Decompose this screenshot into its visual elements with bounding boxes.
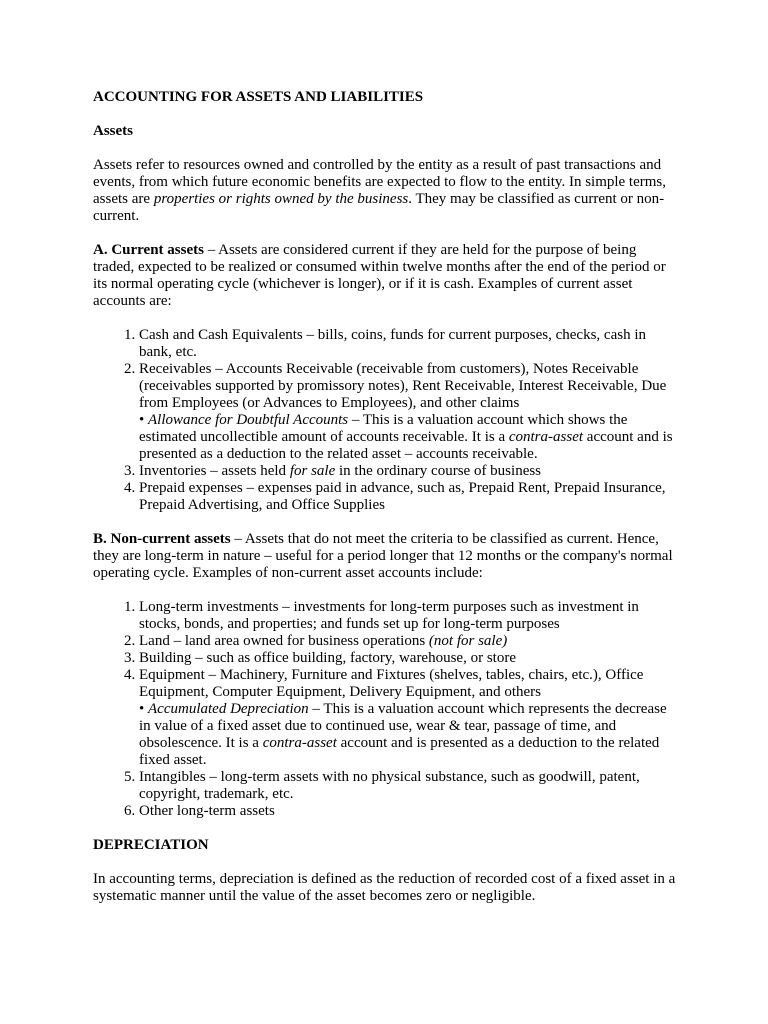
list-item	[139, 633, 681, 650]
noncurrent-assets-label: B. Non-current assets	[93, 531, 231, 547]
assets-intro-paragraph	[93, 157, 681, 225]
list-item-text: Other long-term assets	[139, 803, 275, 819]
list-item	[139, 599, 681, 633]
list-item-text: Building – such as office building, factory, warehouse, or store	[139, 650, 516, 666]
list-item-text: Cash and Cash Equivalents – bills, coins, funds for current purposes, checks, cash in bank, etc.	[139, 327, 646, 360]
current-assets-list	[93, 327, 681, 514]
list-item	[139, 361, 681, 463]
list-item	[139, 480, 681, 514]
list-item-text: Intangibles – long-term assets with no physical substance, such as goodwill, patent, copyright, trademark, etc.	[139, 769, 640, 802]
current-assets-paragraph	[93, 242, 681, 310]
allowance-term: Allowance for Doubtful Accounts	[148, 412, 349, 428]
accumulated-depreciation-text: – This is a valuation account which represents the decrease in value of a fixed asset due to continued use, wear & tear, passage of time, and obsolescence. It is a	[139, 701, 667, 751]
document-title: ACCOUNTING FOR ASSETS AND LIABILITIES	[93, 89, 424, 105]
contra-asset-emphasis: contra-asset	[508, 429, 584, 445]
list-item-text: Receivables – Accounts Receivable (receivable from customers), Notes Receivable (receivables supported by promissory notes), Rent Receivable, Interest Receivable, Due from Employees (or Advances to Employees), and other claims	[139, 361, 667, 411]
accumulated-depreciation-note	[139, 701, 681, 769]
list-item-text: Inventories – assets held	[139, 463, 290, 479]
allowance-text: – This is a valuation account which shows the estimated uncollectible amount of accounts receivable. It is a	[139, 412, 628, 445]
accumulated-depreciation-text-end: account and is presented as a deduction to the related fixed asset.	[139, 735, 660, 768]
depreciation-heading: DEPRECIATION	[93, 837, 209, 853]
noncurrent-assets-text: – Assets that do not meet the criteria to be classified as current. Hence, they are long-term in nature – useful for a period longer that 12 months or the company's normal operating cycle. Examples of non-current asset accounts include:	[93, 531, 673, 581]
current-assets-text: – Assets are considered current if they are held for the purpose of being traded, expected to be realized or consumed within twelve months after the end of the period or its normal operating cycle (whichever is longer), or if it is cash. Examples of current asset accounts are:	[93, 242, 666, 309]
list-item	[139, 667, 681, 769]
contra-asset-emphasis: contra-asset	[262, 735, 337, 751]
bullet: •	[139, 701, 149, 717]
noncurrent-assets-paragraph	[93, 531, 681, 582]
list-item	[139, 463, 681, 480]
allowance-text-end: account and is presented as a deduction to the related asset – accounts receivable.	[139, 429, 673, 462]
not-for-sale-emphasis: (not for sale)	[428, 633, 508, 649]
for-sale-emphasis: for sale	[289, 463, 336, 479]
depreciation-paragraph: In accounting terms, depreciation is defined as the reduction of recorded cost of a fixed asset in a systematic manner until the value of the asset becomes zero or negligible.	[93, 871, 676, 904]
list-item-text: Prepaid expenses – expenses paid in advance, such as, Prepaid Rent, Prepaid Insurance, Prepaid Advertising, and Office Supplies	[139, 480, 666, 513]
intro-text-end: . They may be classified as current or non-current.	[93, 191, 665, 224]
intro-text: Assets refer to resources owned and controlled by the entity as a result of past transactions and events, from which future economic benefits are expected to flow to the entity. In simple terms, assets are	[93, 157, 667, 207]
list-item-text: Long-term investments – investments for long-term purposes such as investment in stocks, bonds, and properties; and funds set up for long-term purposes	[139, 599, 639, 632]
list-item	[139, 803, 681, 820]
document-page	[93, 89, 681, 905]
assets-heading: Assets	[93, 123, 133, 139]
noncurrent-assets-list	[93, 599, 681, 820]
list-item	[139, 769, 681, 803]
list-item-text: Equipment – Machinery, Furniture and Fixtures (shelves, tables, chairs, etc.), Office Equipment, Computer Equipment, Delivery Equipment, and others	[139, 667, 644, 700]
list-item	[139, 327, 681, 361]
bullet: •	[139, 412, 149, 428]
list-item-text-end: in the ordinary course of business	[335, 463, 542, 479]
intro-emphasis: properties or rights owned by the business	[153, 191, 409, 207]
accumulated-depreciation-term: Accumulated Depreciation	[148, 701, 309, 717]
allowance-note	[139, 412, 681, 463]
current-assets-label: A. Current assets	[93, 242, 204, 258]
list-item	[139, 650, 681, 667]
list-item-text: Land – land area owned for business operations	[139, 633, 429, 649]
